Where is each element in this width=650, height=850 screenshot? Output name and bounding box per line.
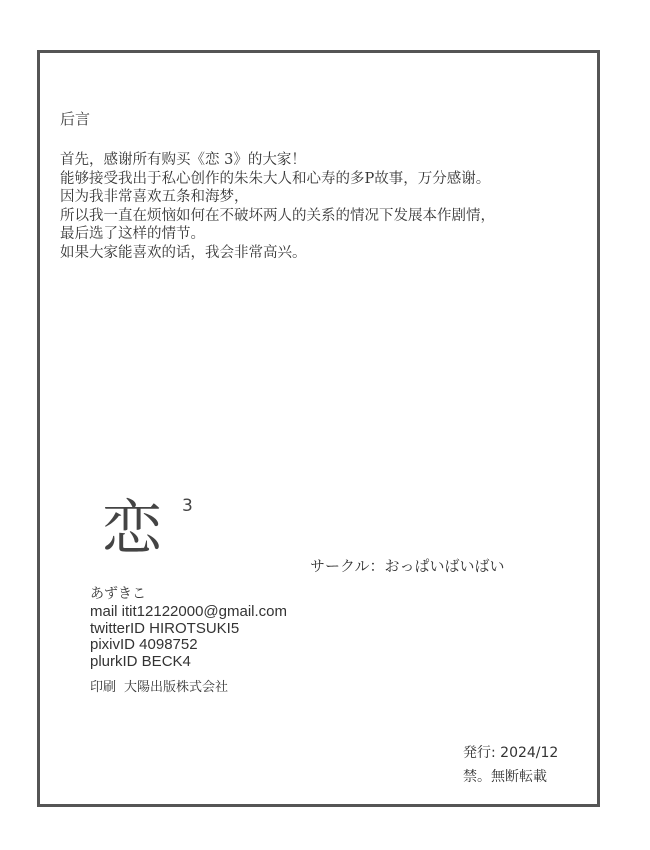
contact-mail: mail itit12122000@gmail.com [90,603,287,620]
afterword-line: 首先，感谢所有购买《恋 3》的大家！ [60,152,306,168]
reprint-notice: 禁。無断転載 [463,769,547,785]
title-logo: 恋 [102,494,162,564]
afterword-line: 最后选了这样的情节。 [60,226,205,243]
afterword-line: 如果大家能喜欢的话，我会非常高兴。 [60,244,307,261]
circle-name: サークル：おっぱいばいばい [310,557,505,575]
contact-pixiv: pixivID 4098752 [90,636,198,653]
author-name: あずきこ [90,586,146,602]
title-logo-superscript: 3 [182,496,193,516]
afterword-line: 因为我非常喜欢五条和海梦， [60,189,249,206]
afterword-title: 后言 [60,110,91,128]
contact-block [90,604,287,670]
afterword-body [60,151,590,263]
printer-line [90,676,228,695]
printer-name: 大陽出版株式会社 [124,680,229,695]
afterword-line: 所以我一直在烦恼如何在不破坏两人的关系的情况下发展本作剧情， [60,207,495,224]
afterword-line: 能够接受我出于私心创作的朱朱大人和心寿的多P故事，万分感谢。 [60,170,491,187]
contact-twitter: twitterID HIROTSUKI5 [90,619,240,637]
printer-label: 印刷 [90,680,117,695]
contact-plurk: plurkID BECK4 [90,652,191,670]
publication-date: 発行: 2024/12 [463,745,559,761]
